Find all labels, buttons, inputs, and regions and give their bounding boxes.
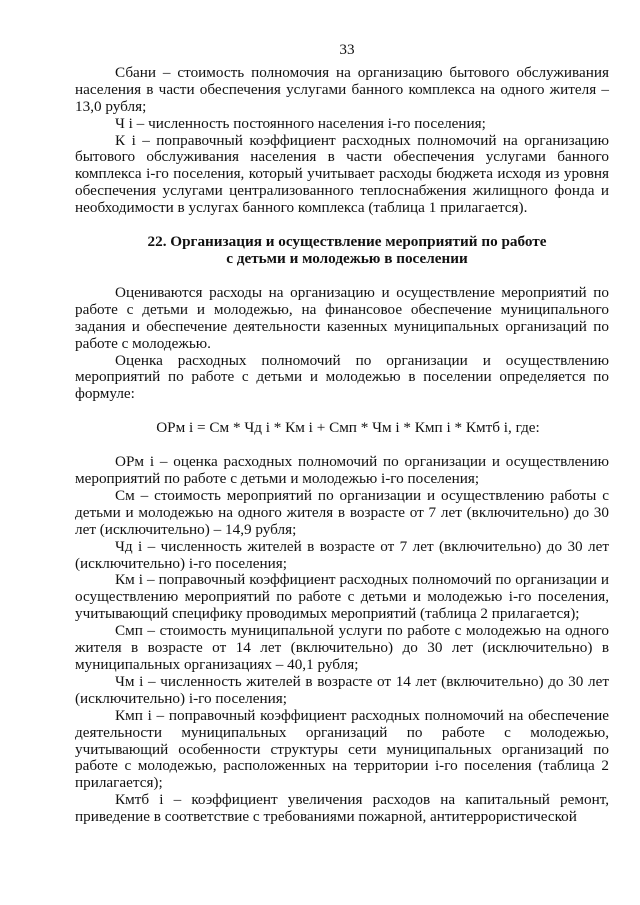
definition-smp: Смп – стоимость муниципальной услуги по работе с молодежью на одного жителя в возрасте от 14 лет (включительно) до 30 лет (исключительно) в муниципальных организациях – 40,1 рубля; [75, 622, 609, 673]
paragraph-intro-2: Оценка расходных полномочий по организации и осуществлению мероприятий по работе с детьми и молодежью в поселении определяется по формуле: [75, 351, 609, 403]
paragraph-sbani: Сбани – стоимость полномочия на организацию бытового обслуживания населения в части обеспечения услугами банного комплекса на одного жителя – 13,0 рубля; [75, 63, 609, 115]
paragraph-intro-1: Оцениваются расходы на организацию и осуществление мероприятий по работе с детьми и молодежью, на финансовое обеспечение муниципального задания и обеспечение деятельности казенных муниципальных организаций по работе с молодежью. [75, 283, 609, 352]
definition-km: Км i – поправочный коэффициент расходных полномочий по организации и осуществлению мероприятий по работе с детьми и молодежью i-го поселения, учитывающий специфику проводимых мероприятий (таблица 2 прилагается); [75, 571, 609, 623]
definition-chd: Чд i – численность жителей в возрасте от 7 лет (включительно) до 30 лет (исключительно) i-го поселения; [75, 537, 609, 572]
definition-sm: См – стоимость мероприятий по организации и осуществлению работы с детьми и молодежью на одного жителя в возрасте от 7 лет (включительно) до 30 лет (исключительно) – 14,9 рубля; [75, 486, 609, 538]
paragraph-chi: Ч i – численность постоянного населения i-го поселения; [115, 114, 486, 132]
page-number: 33 [339, 41, 355, 58]
section-heading [75, 234, 609, 268]
definition-orm: ОРм i – оценка расходных полномочий по организации и осуществлению мероприятий по работе с детьми и молодежью i-го поселения; [75, 453, 609, 488]
definition-chm: Чм i – численность жителей в возрасте от 14 лет (включительно) до 30 лет (исключительно) i-го поселения; [75, 672, 609, 707]
section-heading-line-1: 22. Организация и осуществление мероприятий по работе [147, 233, 547, 251]
definition-kmtb: Кмтб i – коэффициент увеличения расходов на капитальный ремонт, приведение в соответствие с требованиями пожарной, антитеррористической [75, 791, 609, 826]
section-heading-line-2: с детьми и молодежью в поселении [226, 249, 468, 267]
definition-kmp: Кмп i – поправочный коэффициент расходных полномочий на обеспечение деятельности муниципальных организаций по работе с молодежью, учитывающий особенности структуры сети муниципальных организаций по работе с молодежью, расположенных на территории i-го поселения (таблица 2 прилагается); [75, 706, 609, 792]
formula: ОРм i = См * Чд i * Км i + Смп * Чм i * Кмп i * Кмтб i, где: [156, 419, 540, 437]
paragraph-ki: К i – поправочный коэффициент расходных полномочий на организацию бытового обслуживания населения в части обеспечения услугами банного комплекса i-го поселения, который учитывает расходы бюджета исходя из уровня обеспечения услугами централизованного теплоснабжения жилищного фонда и необходимости в услугах банного комплекса (таблица 1 прилагается). [75, 131, 609, 217]
